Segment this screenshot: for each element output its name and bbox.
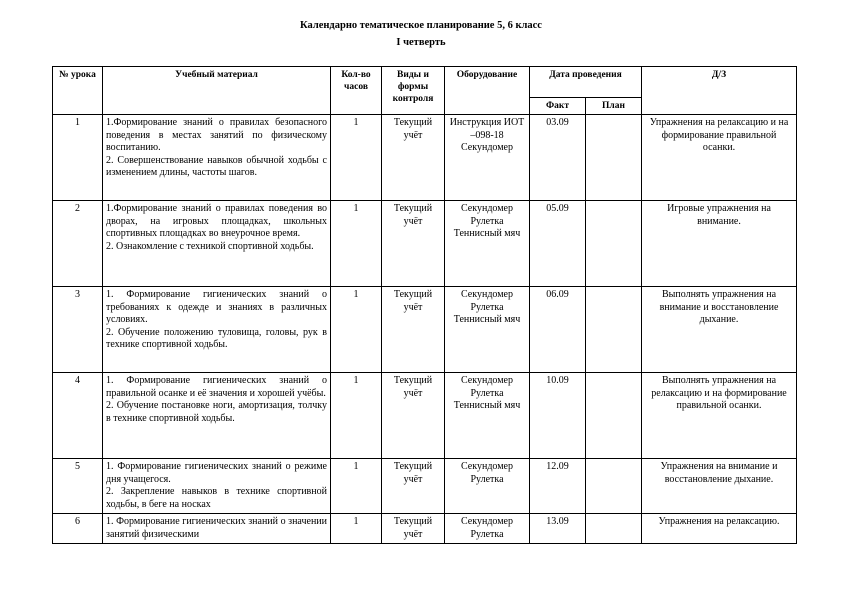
- table-row: [53, 373, 797, 459]
- header-lesson-number: № урока: [53, 67, 103, 115]
- fact-date-cell: 10.09: [530, 373, 586, 459]
- header-homework: Д/З: [642, 67, 797, 115]
- material-topic: 2. Обучение положению туловища, головы, рук в технике спортивной ходьбы.: [106, 326, 327, 350]
- header-material: Учебный материал: [103, 67, 331, 115]
- control-cell: Текущий учёт: [382, 514, 445, 544]
- homework-cell: Выполнять упражнения на релаксацию и на формирование правильной осанки.: [642, 373, 797, 459]
- material-cell: [103, 115, 331, 201]
- material-topic: 1.Формирование знаний о правилах безопасного поведения в местах занятий по физическому воспитанию.: [106, 117, 327, 153]
- lesson-number: 5: [53, 459, 103, 514]
- equipment-cell: Секундомер Рулетка Теннисный мяч: [445, 201, 530, 287]
- control-cell: Текущий учёт: [382, 373, 445, 459]
- lesson-number: 1: [53, 115, 103, 201]
- document-title: Календарно тематическое планирование 5, 6 класс: [300, 20, 542, 31]
- table-row: [53, 115, 797, 201]
- control-cell: Текущий учёт: [382, 201, 445, 287]
- table-row: [53, 514, 797, 544]
- material-topic: 2. Закрепление навыков в технике спортивной ходьбы, в беге на носках: [106, 486, 327, 510]
- material-topic: 1. Формирование гигиенических знаний о требованиях к одежде и знаниях в различных условиях.: [106, 289, 327, 325]
- fact-date-cell: 13.09: [530, 514, 586, 544]
- hours-cell: 1: [331, 373, 382, 459]
- homework-cell: Игровые упражнения на внимание.: [642, 201, 797, 287]
- plan-date-cell: [586, 201, 642, 287]
- plan-date-cell: [586, 115, 642, 201]
- plan-date-cell: [586, 287, 642, 373]
- equipment-cell: Секундомер Рулетка Теннисный мяч: [445, 287, 530, 373]
- hours-cell: 1: [331, 459, 382, 514]
- material-topic: 1. Формирование гигиенических знаний о режиме дня учащегося.: [106, 461, 327, 485]
- planning-table: [52, 66, 797, 544]
- equipment-cell: Секундомер Рулетка: [445, 514, 530, 544]
- lesson-number: 4: [53, 373, 103, 459]
- hours-cell: 1: [331, 287, 382, 373]
- material-topic: 2. Совершенствование навыков обычной ходьбы с изменением длины, частоты шагов.: [106, 154, 327, 178]
- material-topic: 1. Формирование гигиенических знаний о правильной осанке и её значения и хорошей учёбы.: [106, 375, 327, 399]
- plan-date-cell: [586, 459, 642, 514]
- equipment-cell: Секундомер Рулетка Теннисный мяч: [445, 373, 530, 459]
- material-cell: [103, 373, 331, 459]
- quarter-title: I четверть: [396, 37, 446, 48]
- hours-cell: 1: [331, 201, 382, 287]
- fact-date-cell: 06.09: [530, 287, 586, 373]
- header-hours: Кол-во часов: [331, 67, 382, 115]
- homework-cell: Упражнения на внимание и восстановление дыхание.: [642, 459, 797, 514]
- homework-cell: Выполнять упражнения на внимание и восстановление дыхание.: [642, 287, 797, 373]
- control-cell: Текущий учёт: [382, 115, 445, 201]
- plan-date-cell: [586, 514, 642, 544]
- homework-cell: Упражнения на релаксацию и на формирование правильной осанки.: [642, 115, 797, 201]
- header-fact: Факт: [530, 98, 586, 115]
- material-topic: 2. Ознакомление с техникой спортивной ходьбы.: [106, 240, 314, 252]
- material-cell: [103, 287, 331, 373]
- fact-date-cell: 03.09: [530, 115, 586, 201]
- table-row: [53, 459, 797, 514]
- control-cell: Текущий учёт: [382, 459, 445, 514]
- fact-date-cell: 12.09: [530, 459, 586, 514]
- header-date: Дата проведения: [530, 67, 642, 98]
- material-topic: 1.Формирование знаний о правилах поведения во дворах, на игровых площадках, школьных спортивных площадках во внеурочное время.: [106, 203, 327, 239]
- material-topic: 1. Формирование гигиенических знаний о значении занятий физическими: [106, 516, 327, 540]
- homework-cell: Упражнения на релаксацию.: [642, 514, 797, 544]
- equipment-cell: Секундомер Рулетка: [445, 459, 530, 514]
- equipment-cell: Инструкция ИОТ –098-18 Секундомер: [445, 115, 530, 201]
- hours-cell: 1: [331, 514, 382, 544]
- header-plan: План: [586, 98, 642, 115]
- table-row: [53, 287, 797, 373]
- lesson-number: 2: [53, 201, 103, 287]
- lesson-number: 6: [53, 514, 103, 544]
- material-cell: [103, 514, 331, 544]
- hours-cell: 1: [331, 115, 382, 201]
- header-control-forms: Виды и формы контроля: [382, 67, 445, 115]
- plan-date-cell: [586, 373, 642, 459]
- control-cell: Текущий учёт: [382, 287, 445, 373]
- material-cell: [103, 201, 331, 287]
- material-topic: 2. Обучение постановке ноги, амортизация, толчку в технике спортивной ходьбы.: [106, 400, 327, 424]
- header-equipment: Оборудование: [445, 67, 530, 115]
- fact-date-cell: 05.09: [530, 201, 586, 287]
- table-row: [53, 201, 797, 287]
- lesson-number: 3: [53, 287, 103, 373]
- material-cell: [103, 459, 331, 514]
